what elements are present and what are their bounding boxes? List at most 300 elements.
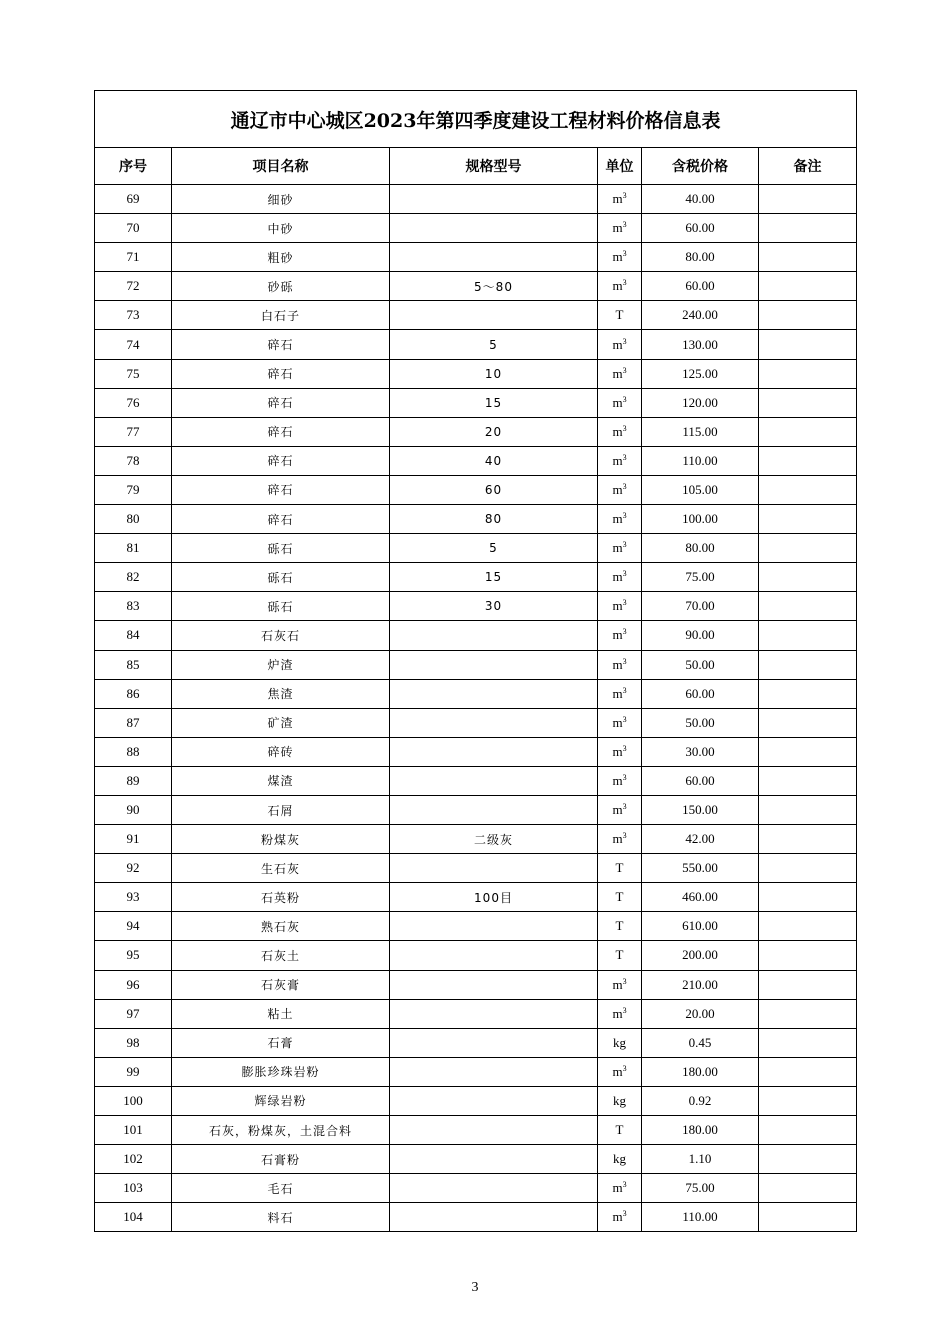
unit-superscript: 3 <box>622 802 627 812</box>
unit-text: m <box>612 336 623 352</box>
table-row <box>95 534 857 563</box>
cell-seq: 82 <box>95 563 172 592</box>
cell-seq: 100 <box>95 1086 172 1115</box>
cell-unit <box>598 243 642 272</box>
cell-name: 碎石 <box>172 446 390 475</box>
unit-superscript: 3 <box>622 249 627 259</box>
cell-name: 石英粉 <box>172 883 390 912</box>
cell-price: 90.00 <box>642 621 759 650</box>
unit-superscript: 3 <box>622 365 627 375</box>
cell-seq: 97 <box>95 999 172 1028</box>
cell-spec: 80 <box>390 505 598 534</box>
unit-superscript: 3 <box>622 1005 627 1015</box>
cell-name: 砾石 <box>172 592 390 621</box>
table-row <box>95 679 857 708</box>
cell-spec <box>390 679 598 708</box>
cell-remark <box>759 185 857 214</box>
unit-text: m <box>612 540 623 556</box>
cell-spec <box>390 243 598 272</box>
cell-unit <box>598 446 642 475</box>
cell-remark <box>759 330 857 359</box>
cell-name: 料石 <box>172 1203 390 1232</box>
cell-seq: 101 <box>95 1116 172 1145</box>
unit-text: m <box>612 685 623 701</box>
cell-remark <box>759 970 857 999</box>
cell-seq: 86 <box>95 679 172 708</box>
cell-spec: 15 <box>390 563 598 592</box>
cell-seq: 103 <box>95 1174 172 1203</box>
unit-superscript: 3 <box>622 714 627 724</box>
cell-name: 膨胀珍珠岩粉 <box>172 1057 390 1086</box>
unit-text: m <box>612 802 623 818</box>
unit-text: T <box>615 889 624 905</box>
cell-remark <box>759 1057 857 1086</box>
cell-price: 120.00 <box>642 388 759 417</box>
cell-spec <box>390 999 598 1028</box>
unit-superscript: 3 <box>622 1063 627 1073</box>
cell-unit <box>598 417 642 446</box>
cell-unit <box>598 737 642 766</box>
cell-name: 粗砂 <box>172 243 390 272</box>
table-title: 通辽市中心城区2023年第四季度建设工程材料价格信息表 <box>95 91 857 148</box>
cell-price: 180.00 <box>642 1116 759 1145</box>
cell-spec <box>390 185 598 214</box>
cell-unit <box>598 475 642 504</box>
cell-spec <box>390 766 598 795</box>
cell-seq: 80 <box>95 505 172 534</box>
cell-price: 550.00 <box>642 854 759 883</box>
cell-seq: 75 <box>95 359 172 388</box>
cell-price: 240.00 <box>642 301 759 330</box>
cell-name: 碎石 <box>172 505 390 534</box>
cell-remark <box>759 1145 857 1174</box>
cell-unit <box>598 883 642 912</box>
cell-name: 矿渣 <box>172 708 390 737</box>
cell-remark <box>759 999 857 1028</box>
table-row <box>95 214 857 243</box>
cell-remark <box>759 1116 857 1145</box>
table-body <box>95 185 857 1232</box>
cell-seq: 71 <box>95 243 172 272</box>
unit-superscript: 3 <box>622 976 627 986</box>
table-row <box>95 1028 857 1057</box>
cell-spec <box>390 941 598 970</box>
cell-remark <box>759 883 857 912</box>
cell-unit <box>598 1028 642 1057</box>
cell-price: 75.00 <box>642 563 759 592</box>
cell-price: 60.00 <box>642 272 759 301</box>
cell-remark <box>759 621 857 650</box>
table-row <box>95 301 857 330</box>
cell-unit <box>598 795 642 824</box>
cell-price: 0.92 <box>642 1086 759 1115</box>
cell-remark <box>759 359 857 388</box>
unit-text: m <box>612 743 623 759</box>
cell-name: 毛石 <box>172 1174 390 1203</box>
cell-seq: 93 <box>95 883 172 912</box>
cell-unit <box>598 592 642 621</box>
price-table-sheet <box>94 90 856 1232</box>
unit-text: m <box>612 598 623 614</box>
cell-seq: 88 <box>95 737 172 766</box>
unit-text: m <box>612 452 623 468</box>
cell-unit <box>598 912 642 941</box>
cell-spec <box>390 912 598 941</box>
cell-spec <box>390 708 598 737</box>
unit-text: m <box>612 831 623 847</box>
header-unit: 单位 <box>598 148 642 185</box>
cell-seq: 79 <box>95 475 172 504</box>
cell-remark <box>759 534 857 563</box>
cell-price: 150.00 <box>642 795 759 824</box>
cell-name: 石灰石 <box>172 621 390 650</box>
unit-text: m <box>612 1005 623 1021</box>
table-row <box>95 854 857 883</box>
cell-name: 石膏粉 <box>172 1145 390 1174</box>
cell-name: 碎砖 <box>172 737 390 766</box>
cell-spec <box>390 1116 598 1145</box>
unit-text: m <box>612 714 623 730</box>
cell-price: 610.00 <box>642 912 759 941</box>
unit-text: kg <box>613 1092 626 1108</box>
cell-remark <box>759 1174 857 1203</box>
header-spec: 规格型号 <box>390 148 598 185</box>
cell-remark <box>759 214 857 243</box>
unit-text: m <box>612 278 623 294</box>
cell-remark <box>759 650 857 679</box>
cell-unit <box>598 330 642 359</box>
unit-superscript: 3 <box>622 540 627 550</box>
table-row <box>95 1057 857 1086</box>
table-row <box>95 388 857 417</box>
cell-remark <box>759 912 857 941</box>
unit-text: m <box>612 220 623 236</box>
unit-superscript: 3 <box>622 481 627 491</box>
unit-text: m <box>612 976 623 992</box>
unit-text: T <box>615 947 624 963</box>
cell-remark <box>759 1028 857 1057</box>
cell-remark <box>759 301 857 330</box>
page-number: 3 <box>471 1280 479 1295</box>
cell-unit <box>598 388 642 417</box>
table-row <box>95 243 857 272</box>
cell-seq: 70 <box>95 214 172 243</box>
table-row <box>95 795 857 824</box>
table-row <box>95 417 857 446</box>
unit-text: T <box>615 918 624 934</box>
cell-name: 炉渣 <box>172 650 390 679</box>
table-row <box>95 737 857 766</box>
table-row <box>95 446 857 475</box>
cell-unit <box>598 1086 642 1115</box>
cell-unit <box>598 185 642 214</box>
cell-spec: 20 <box>390 417 598 446</box>
cell-unit <box>598 272 642 301</box>
unit-superscript: 3 <box>622 598 627 608</box>
cell-remark <box>759 795 857 824</box>
cell-seq: 95 <box>95 941 172 970</box>
table-row <box>95 883 857 912</box>
unit-text: m <box>612 1209 623 1225</box>
cell-price: 80.00 <box>642 243 759 272</box>
cell-remark <box>759 941 857 970</box>
cell-spec <box>390 1174 598 1203</box>
cell-spec: 30 <box>390 592 598 621</box>
cell-unit <box>598 563 642 592</box>
cell-seq: 102 <box>95 1145 172 1174</box>
cell-seq: 84 <box>95 621 172 650</box>
cell-price: 130.00 <box>642 330 759 359</box>
cell-name: 白石子 <box>172 301 390 330</box>
unit-superscript: 3 <box>622 511 627 521</box>
cell-price: 200.00 <box>642 941 759 970</box>
cell-price: 210.00 <box>642 970 759 999</box>
cell-remark <box>759 272 857 301</box>
cell-unit <box>598 214 642 243</box>
cell-remark <box>759 854 857 883</box>
cell-spec <box>390 1203 598 1232</box>
unit-superscript: 3 <box>622 831 627 841</box>
cell-price: 75.00 <box>642 1174 759 1203</box>
cell-seq: 83 <box>95 592 172 621</box>
header-remark: 备注 <box>759 148 857 185</box>
unit-superscript: 3 <box>622 191 627 201</box>
cell-spec: 10 <box>390 359 598 388</box>
cell-spec: 40 <box>390 446 598 475</box>
cell-name: 碎石 <box>172 359 390 388</box>
unit-text: m <box>612 365 623 381</box>
unit-text: m <box>612 569 623 585</box>
cell-unit <box>598 1174 642 1203</box>
cell-spec: 60 <box>390 475 598 504</box>
cell-seq: 90 <box>95 795 172 824</box>
cell-name: 粘土 <box>172 999 390 1028</box>
unit-text: m <box>612 423 623 439</box>
unit-superscript: 3 <box>622 685 627 695</box>
cell-unit <box>598 825 642 854</box>
cell-price: 110.00 <box>642 1203 759 1232</box>
cell-name: 辉绿岩粉 <box>172 1086 390 1115</box>
cell-seq: 91 <box>95 825 172 854</box>
cell-remark <box>759 1203 857 1232</box>
cell-price: 100.00 <box>642 505 759 534</box>
cell-name: 熟石灰 <box>172 912 390 941</box>
table-row <box>95 359 857 388</box>
cell-unit <box>598 505 642 534</box>
cell-seq: 104 <box>95 1203 172 1232</box>
unit-superscript: 3 <box>622 656 627 666</box>
cell-unit <box>598 708 642 737</box>
cell-remark <box>759 563 857 592</box>
table-row <box>95 592 857 621</box>
unit-superscript: 3 <box>622 743 627 753</box>
cell-name: 石灰，粉煤灰，土混合料 <box>172 1116 390 1145</box>
cell-name: 粉煤灰 <box>172 825 390 854</box>
cell-name: 石灰膏 <box>172 970 390 999</box>
cell-spec: 5 <box>390 534 598 563</box>
table-row <box>95 272 857 301</box>
unit-text: m <box>612 191 623 207</box>
cell-price: 105.00 <box>642 475 759 504</box>
cell-remark <box>759 446 857 475</box>
cell-price: 110.00 <box>642 446 759 475</box>
cell-name: 细砂 <box>172 185 390 214</box>
cell-spec: 二级灰 <box>390 825 598 854</box>
unit-superscript: 3 <box>622 627 627 637</box>
cell-remark <box>759 243 857 272</box>
cell-spec <box>390 1086 598 1115</box>
table-row <box>95 505 857 534</box>
table-row <box>95 941 857 970</box>
cell-name: 碎石 <box>172 417 390 446</box>
cell-price: 42.00 <box>642 825 759 854</box>
cell-name: 砂砾 <box>172 272 390 301</box>
table-row <box>95 1086 857 1115</box>
cell-unit <box>598 999 642 1028</box>
cell-spec: 5～80 <box>390 272 598 301</box>
cell-spec <box>390 621 598 650</box>
cell-unit <box>598 650 642 679</box>
cell-seq: 81 <box>95 534 172 563</box>
cell-name: 石灰土 <box>172 941 390 970</box>
unit-superscript: 3 <box>622 423 627 433</box>
table-row <box>95 621 857 650</box>
cell-unit <box>598 941 642 970</box>
unit-superscript: 3 <box>622 452 627 462</box>
cell-remark <box>759 388 857 417</box>
unit-superscript: 3 <box>622 772 627 782</box>
cell-spec <box>390 214 598 243</box>
cell-remark <box>759 417 857 446</box>
table-row <box>95 475 857 504</box>
cell-seq: 73 <box>95 301 172 330</box>
header-price: 含税价格 <box>642 148 759 185</box>
unit-text: m <box>612 511 623 527</box>
cell-price: 180.00 <box>642 1057 759 1086</box>
cell-price: 80.00 <box>642 534 759 563</box>
table-row <box>95 825 857 854</box>
cell-unit <box>598 854 642 883</box>
table-row <box>95 563 857 592</box>
table-row <box>95 766 857 795</box>
table-row <box>95 1203 857 1232</box>
cell-name: 焦渣 <box>172 679 390 708</box>
cell-unit <box>598 679 642 708</box>
cell-seq: 92 <box>95 854 172 883</box>
cell-remark <box>759 505 857 534</box>
cell-seq: 96 <box>95 970 172 999</box>
header-name: 项目名称 <box>172 148 390 185</box>
unit-text: m <box>612 1063 623 1079</box>
cell-remark <box>759 737 857 766</box>
table-row <box>95 970 857 999</box>
cell-spec <box>390 795 598 824</box>
cell-price: 70.00 <box>642 592 759 621</box>
cell-unit <box>598 301 642 330</box>
table-row <box>95 330 857 359</box>
cell-unit <box>598 1203 642 1232</box>
cell-spec <box>390 1057 598 1086</box>
cell-price: 0.45 <box>642 1028 759 1057</box>
cell-spec: 5 <box>390 330 598 359</box>
cell-unit <box>598 1057 642 1086</box>
unit-text: kg <box>613 1034 626 1050</box>
cell-spec <box>390 1028 598 1057</box>
cell-remark <box>759 475 857 504</box>
cell-unit <box>598 766 642 795</box>
cell-unit <box>598 359 642 388</box>
unit-text: m <box>612 772 623 788</box>
cell-name: 煤渣 <box>172 766 390 795</box>
table-row <box>95 1174 857 1203</box>
unit-superscript: 3 <box>622 1180 627 1190</box>
table-row <box>95 708 857 737</box>
unit-superscript: 3 <box>622 394 627 404</box>
cell-seq: 74 <box>95 330 172 359</box>
unit-superscript: 3 <box>622 1209 627 1219</box>
cell-name: 中砂 <box>172 214 390 243</box>
cell-unit <box>598 534 642 563</box>
cell-seq: 78 <box>95 446 172 475</box>
cell-price: 60.00 <box>642 766 759 795</box>
unit-text: T <box>615 860 624 876</box>
table-row <box>95 1145 857 1174</box>
unit-superscript: 3 <box>622 336 627 346</box>
cell-seq: 69 <box>95 185 172 214</box>
cell-unit <box>598 1116 642 1145</box>
cell-name: 石膏 <box>172 1028 390 1057</box>
table-row <box>95 185 857 214</box>
cell-name: 砾石 <box>172 563 390 592</box>
unit-text: m <box>612 249 623 265</box>
cell-price: 50.00 <box>642 650 759 679</box>
cell-unit <box>598 621 642 650</box>
cell-price: 60.00 <box>642 679 759 708</box>
cell-remark <box>759 592 857 621</box>
cell-seq: 94 <box>95 912 172 941</box>
cell-seq: 72 <box>95 272 172 301</box>
unit-text: m <box>612 627 623 643</box>
cell-name: 砾石 <box>172 534 390 563</box>
cell-seq: 89 <box>95 766 172 795</box>
cell-seq: 99 <box>95 1057 172 1086</box>
unit-text: m <box>612 394 623 410</box>
unit-text: m <box>612 481 623 497</box>
unit-superscript: 3 <box>622 278 627 288</box>
cell-price: 40.00 <box>642 185 759 214</box>
unit-text: T <box>615 307 624 323</box>
header-row <box>95 148 857 185</box>
cell-unit <box>598 1145 642 1174</box>
cell-spec <box>390 650 598 679</box>
cell-price: 1.10 <box>642 1145 759 1174</box>
cell-spec <box>390 854 598 883</box>
cell-remark <box>759 766 857 795</box>
cell-price: 20.00 <box>642 999 759 1028</box>
unit-text: m <box>612 656 623 672</box>
cell-spec <box>390 1145 598 1174</box>
cell-price: 460.00 <box>642 883 759 912</box>
cell-remark <box>759 825 857 854</box>
cell-price: 60.00 <box>642 214 759 243</box>
price-table <box>94 90 857 1232</box>
table-row <box>95 1116 857 1145</box>
cell-name: 碎石 <box>172 475 390 504</box>
cell-spec <box>390 970 598 999</box>
table-row <box>95 650 857 679</box>
unit-text: kg <box>613 1151 626 1167</box>
table-row <box>95 912 857 941</box>
